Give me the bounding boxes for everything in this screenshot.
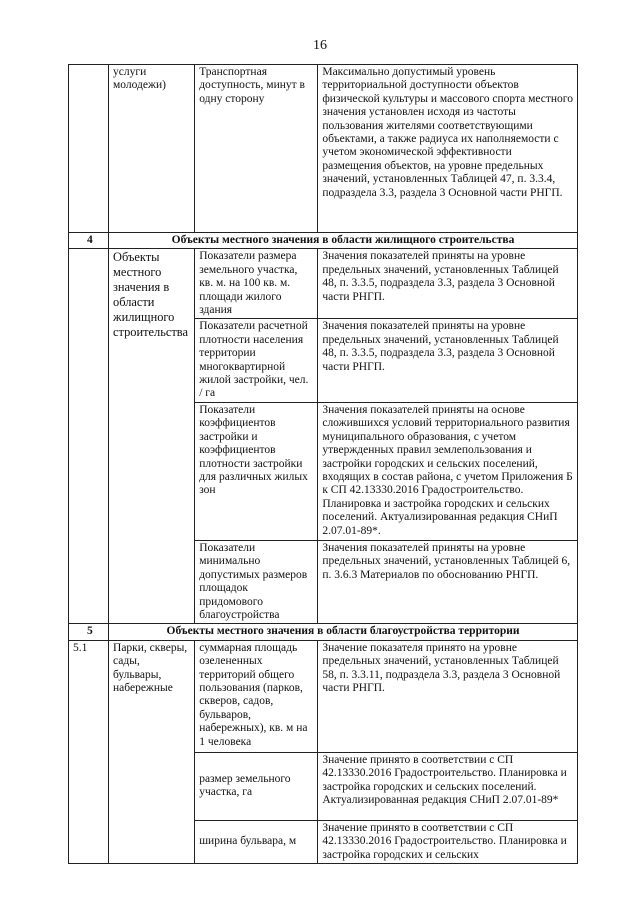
table-row [69,640,578,752]
table-row [69,65,578,233]
indicator-cell: Транспортная доступность, минут в одну сторону [195,65,318,233]
norms-table [68,64,578,864]
indicator-cell: Показатели размера земельного участка, кв. м. на 100 кв. м. площади жилого здания [195,249,318,319]
value-cell: Значения показателей приняты на уровне предельных значений, установленных Таблицей 6, п. 3.6.3 Материалов по обоснованию РНГП. [318,540,578,623]
indicator-cell: Показатели расчетной плотности населения территории многоквартирной жилой застройки, чел. / га [195,319,318,402]
section-header-row [69,233,578,249]
indicator-cell: ширина бульвара, м [195,820,318,863]
indicator-cell: суммарная площадь озелененных территорий общего пользования (парков, скверов, садов, бульваров, набережных), кв. м на 1 человека [195,640,318,752]
value-cell: Значение показателя принято на уровне предельных значений, установленных Таблицей 58, п. 3.3.11, подраздела 3.3, раздела 3 Основной части РНГП. [318,640,578,752]
object-cell: услуги молодежи) [109,65,195,233]
section-number: 4 [69,233,109,249]
section-title: Объекты местного значения в области благоустройства территории [109,624,578,640]
section-title: Объекты местного значения в области жилищного строительства [109,233,578,249]
object-cell: Объекты местного значения в области жилищного строительства [109,249,195,624]
value-cell: Значение принято в соответствии с СП 42.13330.2016 Градостроительство. Планировка и застройка городских и сельских [318,820,578,863]
value-cell: Значения показателей приняты на уровне предельных значений, установленных Таблицей 48, п. 3.3.5, подраздела 3.3, раздела 3 Основной части РНГП. [318,249,578,319]
row-number-cell [69,65,109,233]
row-number-cell [69,249,109,624]
section-number: 5 [69,624,109,640]
row-number-cell: 5.1 [69,640,109,863]
section-header-row [69,624,578,640]
value-cell: Максимально допустимый уровень территориальной доступности объектов физической культуры и массового спорта местного значения установлен исходя из частоты пользования жителями соответствующими объектами, а также радиуса их наполняемости с учетом экономической эффективности размещения объектов, на уровне предельных значений, установленных Таблицей 47, п. 3.3.4, подраздела 3.3, раздела 3 Основной части РНГП. [318,65,578,233]
page-number: 16 [313,38,327,53]
value-cell: Значения показателей приняты на уровне предельных значений, установленных Таблицей 48, п. 3.3.5, подраздела 3.3, раздела 3 Основной части РНГП. [318,319,578,402]
value-cell: Значение принято в соответствии с СП 42.13330.2016 Градостроительство. Планировка и застройка городских и сельских поселений. Актуализированная редакция СНиП 2.07.01-89* [318,752,578,820]
indicator-cell: Показатели минимально допустимых размеров площадок придомового благоустройства [195,540,318,623]
indicator-cell: Показатели коэффициентов застройки и коэффициентов плотности застройки для различных жилых зон [195,402,318,540]
value-cell: Значения показателей приняты на основе сложившихся условий территориального развития муниципального образования, с учетом утвержденных правил землепользования и застройки городских и сельских поселений, входящих в состав района, с учетом Приложения Б к СП 42.13330.2016 Градостроительство. Планировка и застройка городских и сельских поселений. Актуализированная редакция СНиП 2.07.01-89*. [318,402,578,540]
indicator-cell: размер земельного участка, га [195,752,318,820]
table-row [69,249,578,319]
object-cell: Парки, скверы, сады, бульвары, набережные [109,640,195,863]
